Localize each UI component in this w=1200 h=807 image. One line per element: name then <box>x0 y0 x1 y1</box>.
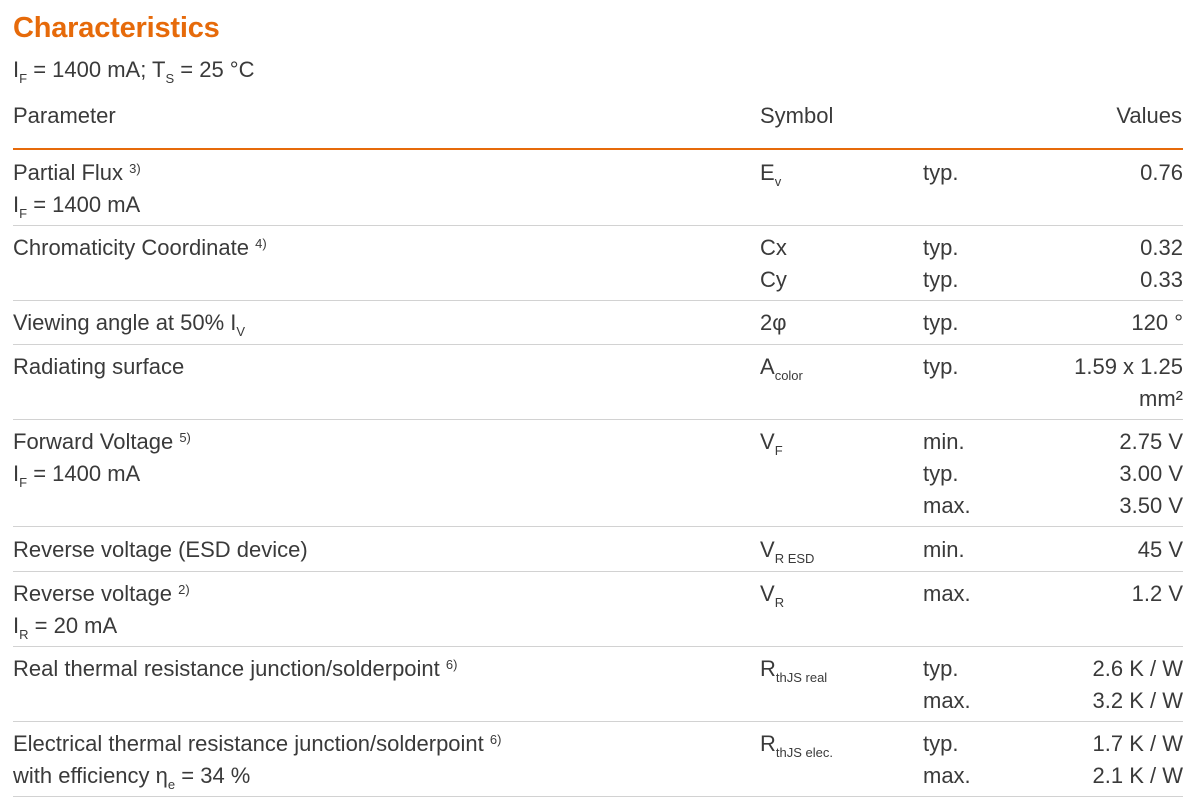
qualifier: typ. <box>923 731 959 756</box>
parameter-text: Chromaticity Coordinate <box>13 235 256 260</box>
qualifier: min. <box>923 537 965 562</box>
value: 120 ° <box>1131 310 1183 335</box>
table-row <box>13 307 1183 345</box>
value-cell <box>1140 157 1183 189</box>
qualifier: max. <box>923 581 971 606</box>
parameter-subscript: V <box>236 324 246 339</box>
parameter-cell <box>13 728 501 792</box>
condition-value: = 34 % <box>175 763 251 788</box>
table-row <box>13 232 1183 301</box>
symbol-subscript: color <box>774 368 803 383</box>
qualifier: typ. <box>923 267 959 292</box>
test-conditions: $I_F = 1400$ mA; $T_S = 25$ °C <box>13 57 255 86</box>
symbol <box>760 534 814 566</box>
symbol-cell <box>760 426 783 458</box>
symbol-main: 2φ <box>760 310 787 335</box>
symbol <box>760 307 787 339</box>
symbol-cell <box>760 534 814 566</box>
parameter-text: Reverse voltage <box>13 581 179 606</box>
qualifier-cell <box>923 534 965 566</box>
symbol <box>760 351 803 383</box>
value: 3.2 K / W <box>1092 688 1183 713</box>
qualifier-cell <box>923 728 971 792</box>
qualifier-cell <box>923 232 958 296</box>
symbol <box>760 653 827 685</box>
parameter-text: Viewing angle at 50% I <box>13 310 237 335</box>
value-cell <box>1074 351 1183 415</box>
symbol-cell <box>760 351 803 383</box>
symbol <box>760 157 781 189</box>
symbol-cell <box>760 232 787 296</box>
symbol-cell <box>760 307 787 339</box>
parameter-cell <box>13 578 190 642</box>
value: 2.6 K / W <box>1092 656 1183 681</box>
condition-value: = 1400 mA <box>27 461 141 486</box>
symbol-main: R <box>760 731 776 756</box>
symbol-subscript: thJS real <box>775 670 828 685</box>
value-cell <box>1093 653 1183 717</box>
qualifier-cell <box>923 307 958 339</box>
value-cell <box>1119 426 1183 522</box>
qualifier: typ. <box>923 310 959 335</box>
value: 3.50 V <box>1119 493 1183 518</box>
parameter-name <box>13 426 191 458</box>
value: 2.75 V <box>1119 429 1183 454</box>
symbol-line: Cy <box>760 267 787 292</box>
value: mm² <box>1139 386 1183 411</box>
parameter-text: Real thermal resistance junction/solderpoint <box>13 656 446 681</box>
symbol <box>760 578 784 610</box>
symbol-subscript: R ESD <box>774 551 815 566</box>
qualifier: max. <box>923 688 971 713</box>
symbol-line: Cx <box>760 235 787 260</box>
symbol-main: E <box>760 160 775 185</box>
value: 0.33 <box>1140 267 1183 292</box>
value-cell <box>1140 232 1183 296</box>
symbol-cell <box>760 578 784 610</box>
symbol-cell <box>760 653 827 685</box>
footnote-ref: 4) <box>255 236 267 251</box>
parameter-condition <box>13 610 190 642</box>
table-row <box>13 653 1183 722</box>
symbol-subscript: F <box>774 443 783 458</box>
table-row <box>13 426 1183 527</box>
qualifier: typ. <box>923 656 959 681</box>
value-cell <box>1093 728 1183 792</box>
condition-symbol: I <box>13 192 20 217</box>
parameter-text: Electrical thermal resistance junction/solderpoint <box>13 731 490 756</box>
qualifier: max. <box>923 763 971 788</box>
symbol-main: V <box>760 537 775 562</box>
parameter-cell <box>13 157 141 221</box>
value-cell <box>1131 307 1183 339</box>
parameter-name <box>13 578 190 610</box>
symbol-main: V <box>760 429 775 454</box>
parameter-name <box>13 351 184 383</box>
footnote-ref: 2) <box>178 582 190 597</box>
parameter-name <box>13 307 245 339</box>
condition-subscript: e <box>167 777 176 792</box>
symbol-cell <box>760 157 781 189</box>
symbol <box>760 728 833 760</box>
table-row <box>13 534 1183 572</box>
header-divider <box>13 148 1183 150</box>
qualifier: typ. <box>923 354 959 379</box>
parameter-cell <box>13 351 184 383</box>
parameter-text: Reverse voltage (ESD device) <box>13 537 308 562</box>
qualifier: typ. <box>923 461 959 486</box>
condition-symbol: I <box>13 461 20 486</box>
parameter-text: Partial Flux <box>13 160 130 185</box>
qualifier: min. <box>923 429 965 454</box>
parameter-cell <box>13 232 267 264</box>
parameter-name <box>13 157 141 189</box>
parameter-condition <box>13 760 501 792</box>
symbol-subscript: R <box>774 595 785 610</box>
value: 0.32 <box>1140 235 1183 260</box>
parameter-cell <box>13 307 245 339</box>
table-row <box>13 578 1183 647</box>
parameter-cell <box>13 534 308 566</box>
parameter-text: Forward Voltage <box>13 429 180 454</box>
value: 1.59 x 1.25 <box>1074 354 1183 379</box>
section-title: Characteristics <box>13 12 220 44</box>
condition-symbol: with efficiency η <box>13 763 168 788</box>
parameter-name <box>13 232 267 264</box>
header-symbol: Symbol <box>760 103 834 128</box>
parameter-condition <box>13 458 191 490</box>
footnote-ref: 3) <box>129 161 141 176</box>
parameter-condition <box>13 189 141 221</box>
symbol-subscript: thJS elec. <box>775 745 833 760</box>
condition-value: = 20 mA <box>28 613 118 638</box>
symbol-main: V <box>760 581 775 606</box>
condition-subscript: R <box>19 627 29 642</box>
value: 1.2 V <box>1131 581 1183 606</box>
qualifier-cell <box>923 426 971 522</box>
footnote-ref: 5) <box>179 430 191 445</box>
parameter-name <box>13 653 457 685</box>
symbol-main: A <box>760 354 775 379</box>
qualifier-cell <box>923 653 971 717</box>
parameter-text: Radiating surface <box>13 354 185 379</box>
qualifier-cell <box>923 157 958 189</box>
header-values: Values <box>1116 103 1182 128</box>
condition-value: = 1400 mA <box>27 192 141 217</box>
footnote-ref: 6) <box>445 657 458 672</box>
value: 3.00 V <box>1119 461 1183 486</box>
parameter-cell <box>13 653 457 685</box>
condition-symbol: I <box>13 613 20 638</box>
table-row <box>13 351 1183 420</box>
value: 45 V <box>1137 537 1183 562</box>
value: 2.1 K / W <box>1092 763 1183 788</box>
qualifier-cell <box>923 351 958 383</box>
value-cell <box>1138 534 1183 566</box>
qualifier: typ. <box>923 235 959 260</box>
condition-subscript: F <box>19 475 28 490</box>
symbol <box>760 426 783 458</box>
table-row <box>13 728 1183 797</box>
value: 1.7 K / W <box>1092 731 1183 756</box>
condition-subscript: F <box>19 206 28 221</box>
value: 0.76 <box>1140 160 1183 185</box>
parameter-cell <box>13 426 191 490</box>
parameter-name <box>13 728 501 760</box>
parameter-name <box>13 534 308 566</box>
value-cell <box>1132 578 1183 610</box>
symbol-main: R <box>760 656 776 681</box>
symbol-cell <box>760 728 833 760</box>
table-row <box>13 157 1183 226</box>
qualifier: typ. <box>923 160 959 185</box>
footnote-ref: 6) <box>489 732 502 747</box>
header-parameter: Parameter <box>13 103 116 128</box>
symbol-subscript: v <box>774 174 782 189</box>
qualifier-cell <box>923 578 971 610</box>
qualifier: max. <box>923 493 971 518</box>
